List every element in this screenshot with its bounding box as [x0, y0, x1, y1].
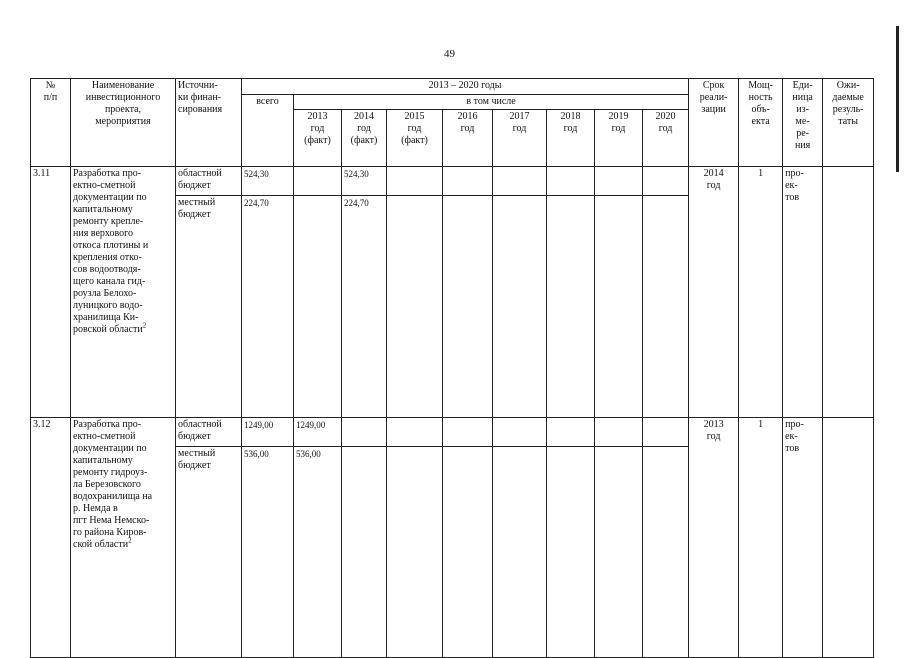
row-num: 3.12 — [31, 417, 71, 657]
y2020-cell — [643, 196, 689, 418]
y2018-cell — [547, 417, 595, 446]
term-cell — [689, 417, 739, 657]
y2013-cell — [294, 196, 342, 418]
capacity-cell: 1 — [739, 417, 783, 657]
source-label: областной бюджет — [178, 418, 222, 442]
margin-bar — [896, 26, 899, 172]
y2016-cell — [443, 196, 493, 418]
header-source — [176, 79, 242, 167]
term-cell — [689, 166, 739, 417]
row-name-text: Разработка про- ектно-сметной документации по капитальному ремонту крепле- ния верхового откоса плотины и крепления отко- сов водоотводя- щего канала гид- роузла Белохо- луницкого водо- хранилища Ки- ровской области — [73, 167, 149, 335]
header-term-text: Срок реали- зации — [699, 80, 728, 115]
y2015-cell — [387, 417, 443, 446]
header-year-text: 2019 год — [608, 111, 629, 135]
row-num: 3.11 — [31, 166, 71, 417]
total-cell: 1249,00 — [242, 417, 294, 446]
y2015-cell — [387, 166, 443, 195]
y2019-cell — [595, 417, 643, 446]
row-name — [71, 166, 176, 417]
row-footnote: 2 — [142, 321, 147, 330]
y2020-cell — [643, 417, 689, 446]
y2016-cell — [443, 417, 493, 446]
header-year-text: 2016 год — [457, 111, 478, 135]
source-label: областной бюджет — [178, 167, 222, 191]
y2015-cell — [387, 196, 443, 418]
header-year-2017 — [493, 110, 547, 166]
total-cell: 224,70 — [242, 196, 294, 418]
header-total: всего — [242, 94, 294, 166]
y2017-cell — [493, 196, 547, 418]
term-text: 2014 год — [703, 167, 724, 191]
investment-table — [30, 78, 874, 658]
header-unit-text: Еди- ница из- ме- ре- ния — [792, 80, 813, 151]
y2013-cell: 1249,00 — [294, 417, 342, 446]
source-cell — [176, 417, 242, 446]
y2014-cell — [342, 417, 387, 446]
source-label: местный бюджет — [178, 447, 216, 471]
header-year-2019 — [595, 110, 643, 166]
unit-text: про- ек- тов — [785, 167, 804, 203]
header-results — [823, 79, 874, 167]
header-year-2014 — [342, 110, 387, 166]
y2014-cell — [342, 446, 387, 657]
header-year-2015 — [387, 110, 443, 166]
page-number: 49 — [444, 48, 455, 60]
y2018-cell — [547, 446, 595, 657]
y2014-cell: 524,30 — [342, 166, 387, 195]
y2019-cell — [595, 446, 643, 657]
y2017-cell — [493, 417, 547, 446]
header-capacity — [739, 79, 783, 167]
header-capacity-text: Мощ- ность объ- екта — [748, 80, 773, 127]
source-label: местный бюджет — [178, 197, 216, 221]
header-year-2018 — [547, 110, 595, 166]
header-results-text: Ожи- даемые резуль- таты — [832, 80, 864, 127]
unit-text: про- ек- тов — [785, 418, 804, 454]
header-unit — [783, 79, 823, 167]
source-cell — [176, 196, 242, 418]
term-text: 2013 год — [703, 418, 724, 442]
header-year-text: 2020 год — [655, 111, 676, 135]
row-name-text: Разработка про- ектно-сметной документации по капитальному ремонту гидроуз- ла Березовского водохранилища на р. Немда в пгт Нема Немско- го района Киров- ской области — [73, 418, 153, 550]
header-year-text: 2015 год (факт) — [401, 111, 428, 147]
source-cell — [176, 166, 242, 195]
header-year-2020 — [643, 110, 689, 166]
y2018-cell — [547, 166, 595, 195]
header-year-text: 2013 год (факт) — [304, 111, 331, 147]
header-year-text: 2017 год — [509, 111, 530, 135]
header-num-text: № п/п — [43, 80, 58, 103]
header-year-text: 2014 год (факт) — [350, 111, 378, 147]
header-year-2013 — [294, 110, 342, 166]
header-num — [31, 79, 71, 167]
unit-cell — [783, 166, 823, 417]
header-name — [71, 79, 176, 167]
y2019-cell — [595, 166, 643, 195]
header-source-text: Источни- ки финан- сирования — [178, 80, 223, 115]
header-term — [689, 79, 739, 167]
y2015-cell — [387, 446, 443, 657]
header-year-2016 — [443, 110, 493, 166]
y2016-cell — [443, 446, 493, 657]
y2019-cell — [595, 196, 643, 418]
y2020-cell — [643, 166, 689, 195]
y2017-cell — [493, 446, 547, 657]
row-name — [71, 417, 176, 657]
y2014-cell: 224,70 — [342, 196, 387, 418]
row-footnote: 2 — [128, 536, 132, 545]
y2020-cell — [643, 446, 689, 657]
y2018-cell — [547, 196, 595, 418]
header-year-text: 2018 год — [560, 111, 581, 135]
total-cell: 524,30 — [242, 166, 294, 195]
y2013-cell — [294, 166, 342, 195]
y2013-cell: 536,00 — [294, 446, 342, 657]
capacity-cell: 1 — [739, 166, 783, 417]
total-cell: 536,00 — [242, 446, 294, 657]
y2017-cell — [493, 166, 547, 195]
header-name-text: Наименование инвестиционного проекта, мероприятия — [85, 80, 161, 127]
header-including: в том числе — [294, 94, 689, 110]
header-period: 2013 – 2020 годы — [242, 79, 689, 95]
results-cell — [823, 417, 874, 657]
results-cell — [823, 166, 874, 417]
unit-cell — [783, 417, 823, 657]
y2016-cell — [443, 166, 493, 195]
source-cell — [176, 446, 242, 657]
